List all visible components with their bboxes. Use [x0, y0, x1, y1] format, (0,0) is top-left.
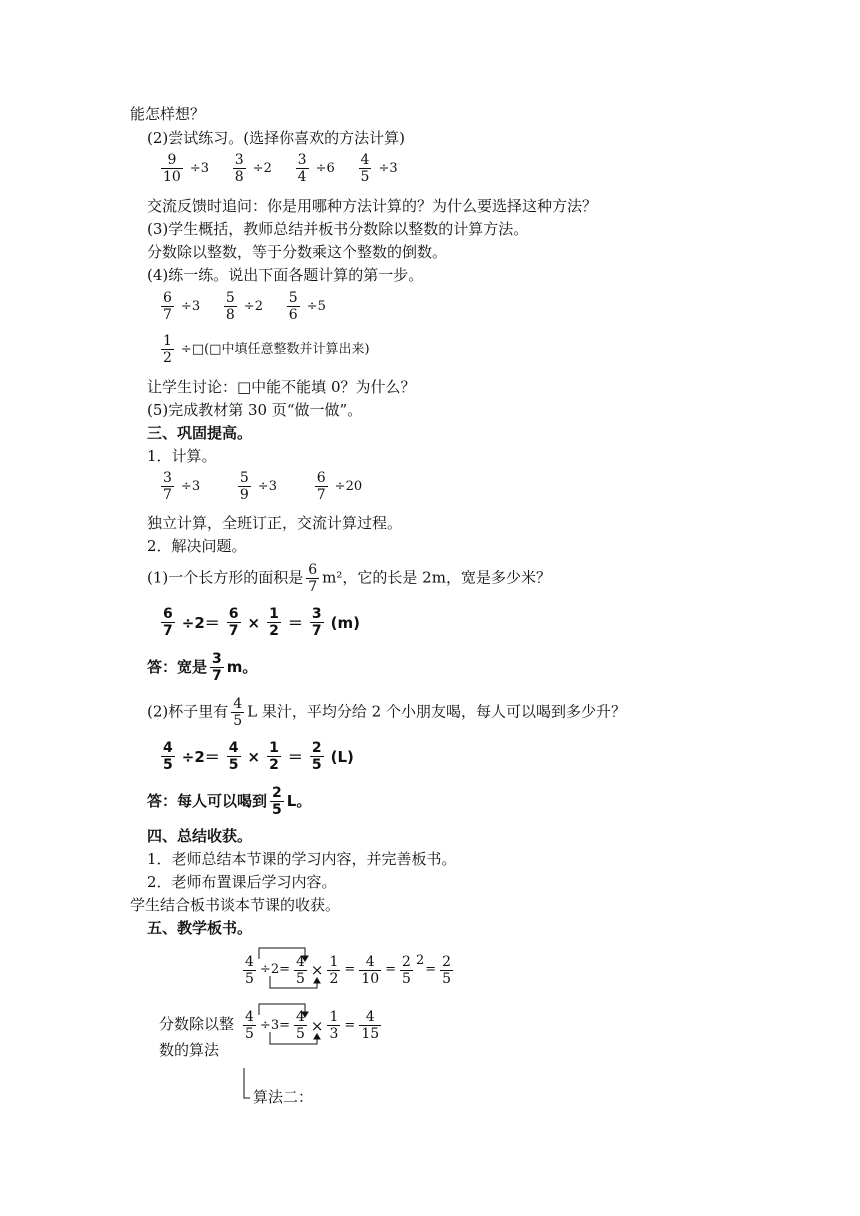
fraction: $\frac{4}{5}$ [233, 696, 243, 729]
fraction: $\frac{6}{7}$ [308, 562, 318, 595]
problem-2: (2)杯子里有 $\frac{4}{5}$ L 果汁，平均分给 2 个小朋友喝，每人可以喝到多少升？ [147, 696, 626, 729]
text-line: (3)学生概括，教师总结并板书分数除以整数的计算方法。 [147, 220, 529, 238]
fraction: $\frac{9}{10}$ [163, 152, 181, 185]
text-line: 2．老师布置课后学习内容。 [147, 873, 337, 891]
exercise-row: $\frac{3}{7}$ ÷3 $\frac{5}{9}$ ÷3 $\frac{6}{7}$ ÷20 [163, 470, 363, 503]
section-heading: 四、总结收获。 [147, 827, 253, 845]
fraction: $\frac{3}{4}$ [297, 152, 307, 185]
fraction: $\frac{5}{8}$ [225, 290, 235, 323]
fraction: $\frac{6}{7}$ [163, 290, 172, 323]
board-row-1: $\frac{4}{5}$ ÷2= $\frac{4}{5}$ × $\frac{1}{2}$ = $\frac{4}{10}$ = $\frac{2}{5}$ 2= $\frac{2}{5}$ [245, 953, 452, 987]
board-label: 算法二： [253, 1088, 314, 1106]
problem-1: (1)一个长方形的面积是 $\frac{6}{7}$ m²，它的长是 2m，宽是多少米？ [147, 562, 551, 595]
section-heading: 五、教学板书。 [147, 919, 253, 937]
text-line: (2)尝试练习。(选择你喜欢的方法计算) [147, 129, 405, 147]
fraction: $\frac{5}{6}$ [288, 290, 298, 323]
exercise-row: $\frac{9}{10}$ ÷3 $\frac{3}{8}$ ÷2 $\frac{3}{4}$ ÷6 $\frac{4}{5}$ ÷3 [163, 152, 398, 185]
fraction: $\frac{3}{7}$ [163, 470, 172, 503]
text-line: 2．解决问题。 [147, 537, 247, 555]
text-line: 独立计算，全班订正，交流计算过程。 [147, 514, 403, 532]
exercise-row: $\frac{1}{2}$ ÷□(□中填任意整数并计算出来) [163, 333, 370, 366]
section-heading: 三、巩固提高。 [147, 424, 253, 442]
text-line: 1．老师总结本节课的学习内容，并完善板书。 [147, 850, 457, 868]
solution-1: $\frac{6}{7}$ ÷2＝ $\frac{6}{7}$ × $\frac{1}{2}$ ＝ $\frac{3}{7}$ (m) [163, 606, 360, 639]
board-label: 数的算法 [159, 1041, 220, 1059]
text-line: 能怎样想？ [130, 105, 206, 123]
text-line: 分数除以整数，等于分数乘这个整数的倒数。 [147, 243, 448, 261]
answer-2: 答：每人可以喝到 $\frac{2}{5}$ L。 [147, 785, 312, 818]
text-line: 学生结合板书谈本节课的收获。 [130, 896, 341, 914]
answer-1: 答：宽是 $\frac{3}{7}$ m。 [147, 651, 258, 684]
solution-2: $\frac{4}{5}$ ÷2＝ $\frac{4}{5}$ × $\frac{1}{2}$ ＝ $\frac{2}{5}$ (L) [163, 740, 354, 773]
text-line: 让学生讨论：□中能不能填 0？为什么？ [147, 378, 416, 396]
exercise-row: $\frac{6}{7}$ ÷3 $\frac{5}{8}$ ÷2 $\frac{5}{6}$ ÷5 [163, 290, 326, 323]
text-line: 交流反馈时追问：你是用哪种方法计算的？为什么要选择这种方法？ [147, 197, 598, 215]
text-line: 1．计算。 [147, 447, 217, 465]
board-row-2: $\frac{4}{5}$ ÷3= $\frac{4}{5}$ × $\frac{1}{3}$ = $\frac{4}{15}$ [245, 1009, 380, 1042]
board-label: 分数除以整 [159, 1015, 235, 1033]
text-line: (4)练一练。说出下面各题计算的第一步。 [147, 266, 424, 284]
fraction: $\frac{3}{8}$ [234, 152, 244, 185]
fraction: $\frac{6}{7}$ [316, 470, 326, 503]
fraction: $\frac{4}{5}$ [360, 152, 370, 185]
fraction: $\frac{1}{2}$ [163, 333, 172, 366]
fraction: $\frac{5}{9}$ [239, 470, 249, 503]
text-line: (5)完成教材第 30 页“做一做”。 [147, 401, 363, 419]
